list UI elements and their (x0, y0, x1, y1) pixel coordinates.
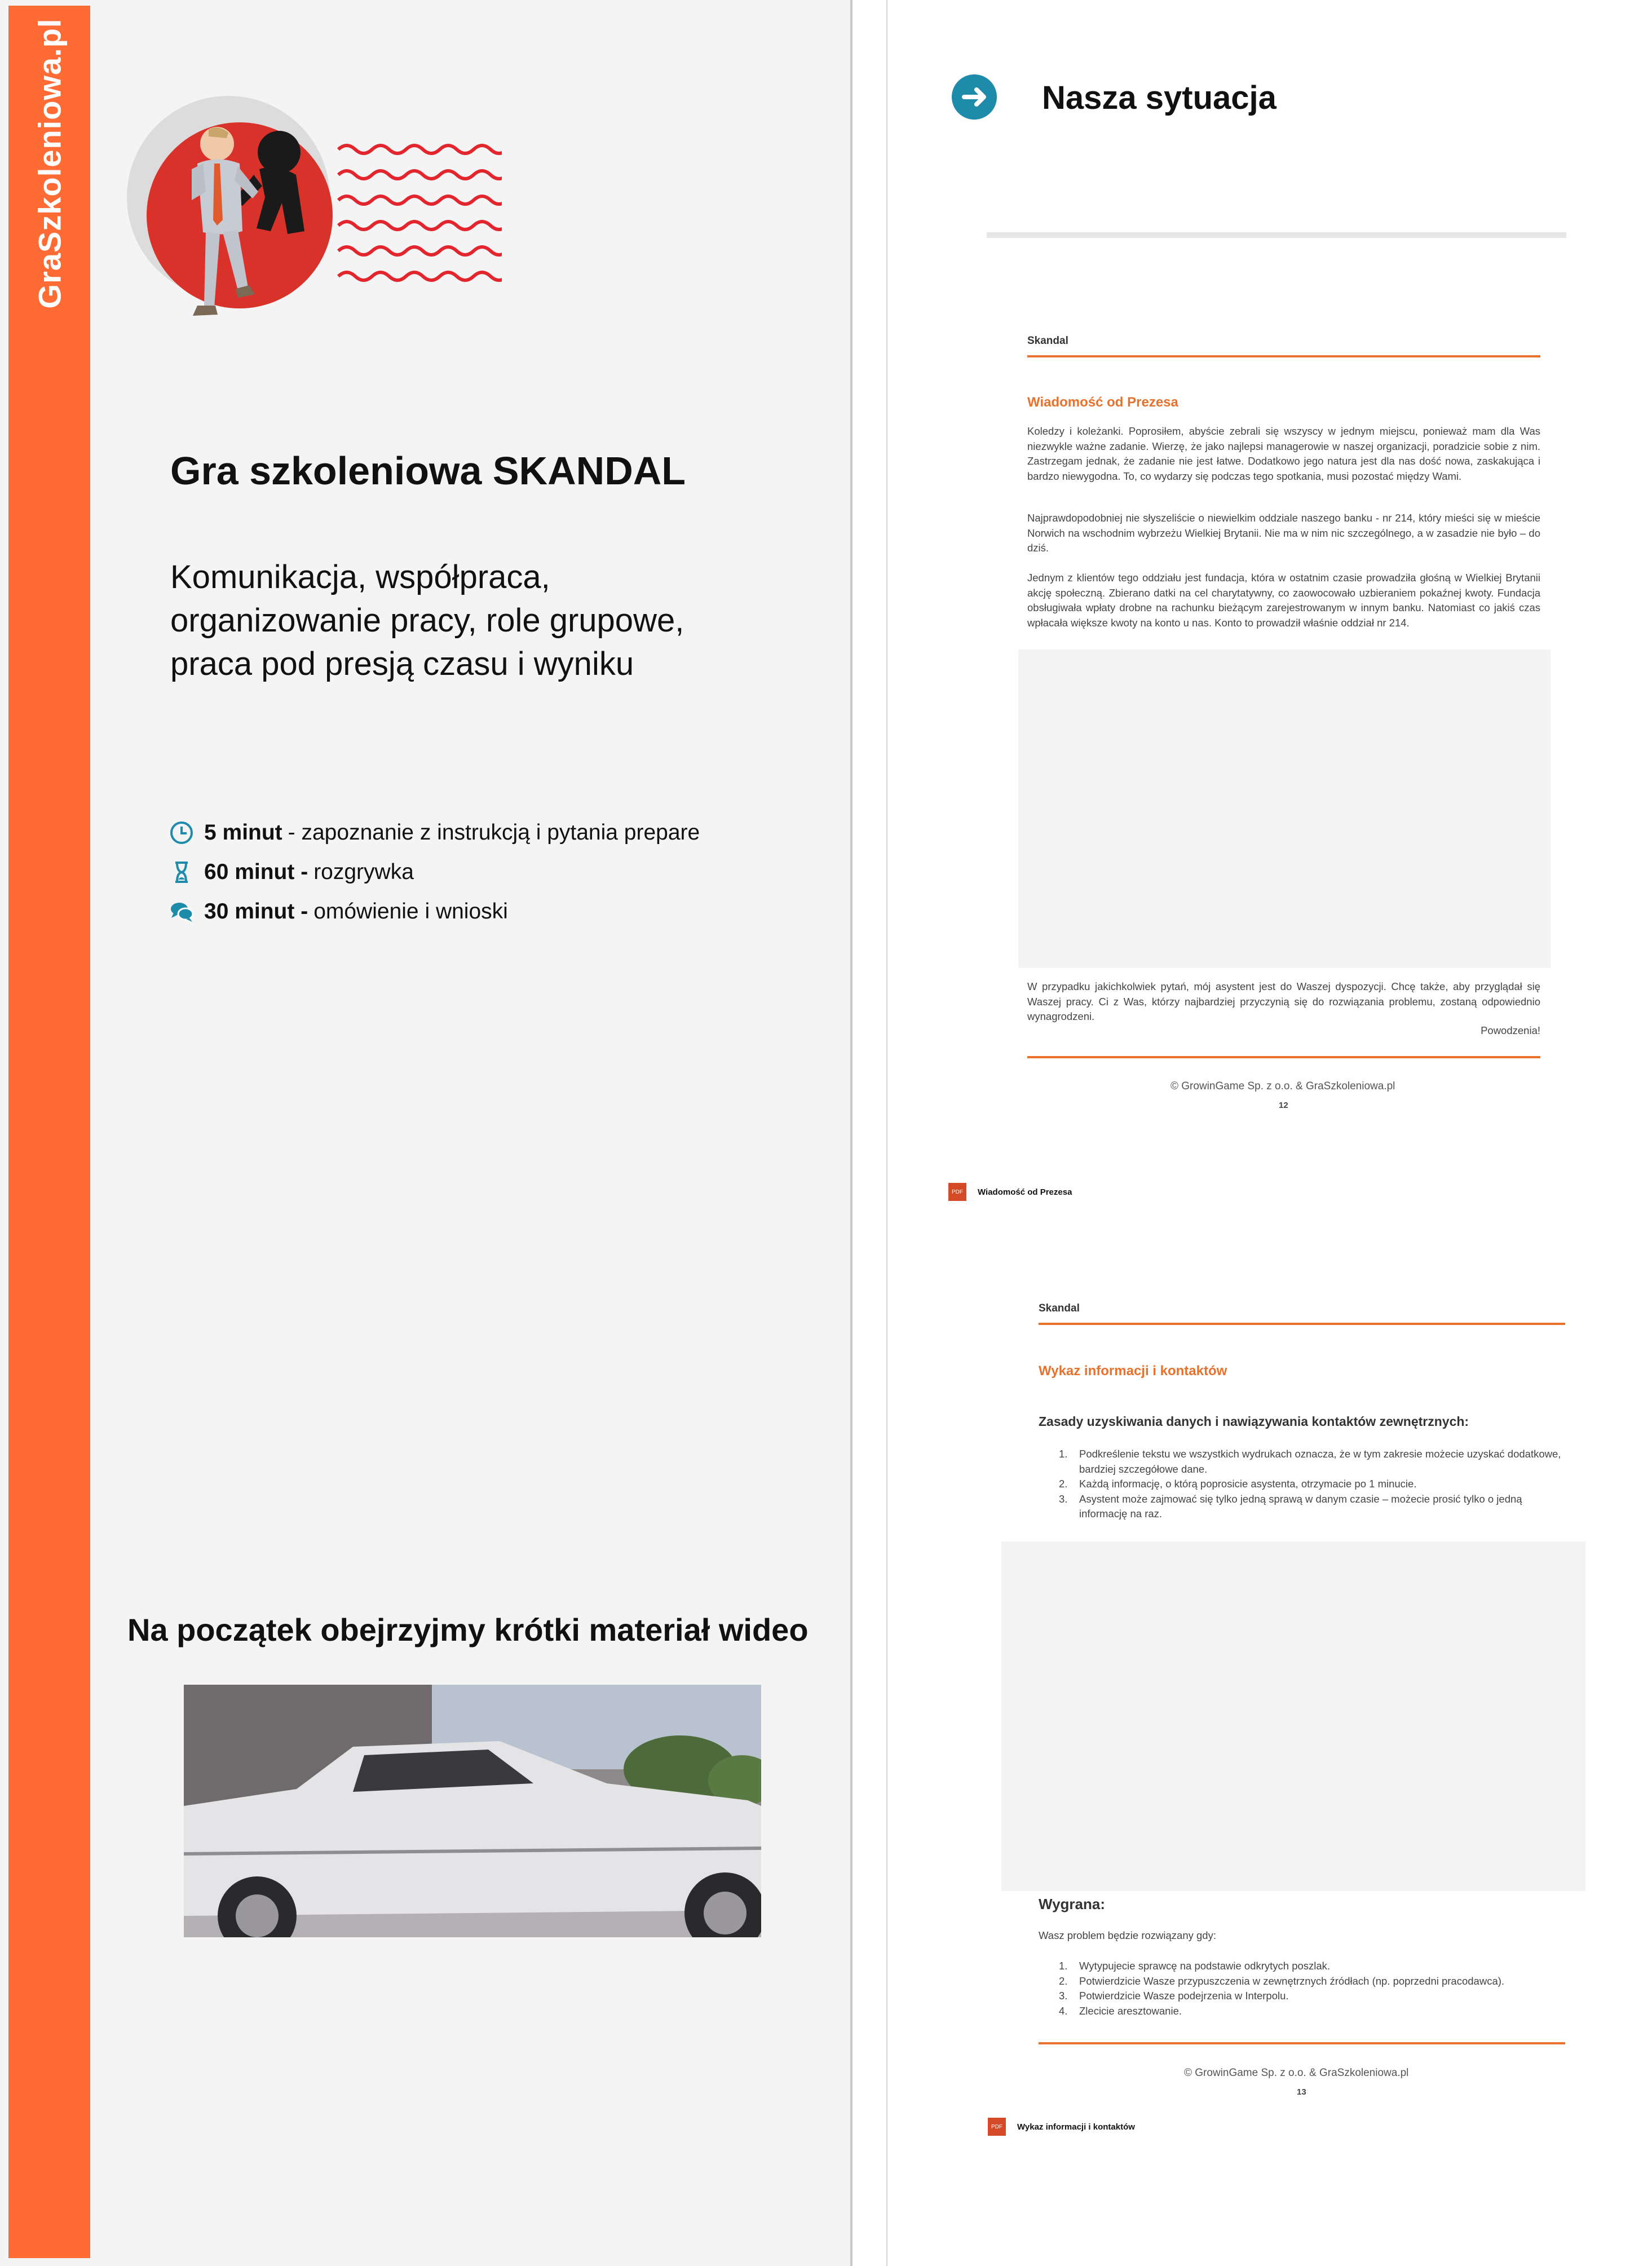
doc-footer-rule (1027, 1056, 1540, 1058)
schedule-item: 30 minut - omówienie i wnioski (169, 899, 508, 924)
win-heading: Wygrana: (1039, 1896, 1105, 1912)
doc-title: Wiadomość od Prezesa (1027, 395, 1178, 410)
list-item: 3. Potwierdzicie Wasze podejrzenia w Interpolu. (1059, 1990, 1289, 2002)
video-thumbnail[interactable] (184, 1685, 761, 1937)
doc-paragraph: W przypadku jakichkolwiek pytań, mój asystent jest do Waszej dyspozycji. Chcę także, aby przyglądał się Waszej pracy. Ci z Was, którzy najbardziej przyczynią się do rozwiązania problemu, zostaną odpowiednio wynagrodzeni. (1027, 980, 1540, 1022)
doc-subheading: Zasady uzyskiwania danych i nawiązywania kontaktów zewnętrznych: (1039, 1414, 1469, 1429)
list-item: 1. Podkreślenie tekstu we wszystkich wydrukach oznacza, że w tym zakresie możecie uzyskać dodatkowe, bardziej szczegółowe dane. (1059, 1448, 1561, 1475)
list-item: 4. Zlecicie aresztowanie. (1059, 2004, 1182, 2017)
list-item: 3. Asystent może zajmować się tylko jedną sprawą w danym czasie – możecie prosić tylko o jedną informację na raz. (1059, 1492, 1522, 1519)
list-item: 1. Wytypujecie sprawcę na podstawie odkrytych poszlak. (1059, 1960, 1331, 1972)
chat-bubbles-icon (169, 899, 194, 924)
pdf-link[interactable]: Wykaz informacji i kontaktów (1017, 2122, 1135, 2132)
brand-strip (8, 6, 90, 2258)
doc-footer: © GrowinGame Sp. z o.o. & GraSzkoleniowa.pl (1184, 2067, 1409, 2079)
arrow-right-icon (952, 74, 997, 120)
list-item: 2. Każdą informację, o którą poprosicie asystenta, otrzymacie po 1 minucie. (1059, 1478, 1417, 1490)
page-number: 12 (1279, 1101, 1288, 1110)
doc-paragraph: Jednym z klientów tego oddziału jest fundacja, która w ostatnim czasie prowadziła głośną w Wielkiej Brytanii akcję społeczną. Zbierano datki na cel charytatywny, co zaowocowało uzbieraniem pokaźnej kwoty. Fundacja obsługiwała wpłaty drobne na rachunku bieżącym zarejestrowanym w innym banku. Natomiast co jakiś czas wpłacała większe kwoty na konto u nas. Konto to prowadził właśnie oddział nr 214. (1027, 572, 1540, 629)
video-heading: Na początek obejrzyjmy krótki materiał wideo (127, 1612, 809, 1647)
page-number: 13 (1297, 2087, 1306, 2097)
subtitle-line: organizowanie pracy, role grupowe, (170, 602, 684, 639)
section-rule (987, 232, 1566, 238)
pdf-icon[interactable]: PDF (948, 1183, 966, 1201)
section-title: Nasza sytuacja (1042, 79, 1276, 116)
doc-title: Wykaz informacji i kontaktów (1039, 1363, 1227, 1379)
rules-list (1059, 1447, 1565, 1522)
doc-footer-rule (1039, 2042, 1565, 2044)
brand-logo: GraSzkoleniowa.pl (32, 18, 67, 309)
game-subtitle (170, 555, 734, 686)
doc-signoff: Powodzenia! (1481, 1024, 1540, 1036)
subtitle-line: Komunikacja, współpraca, (170, 559, 550, 595)
hourglass-icon (169, 860, 194, 885)
doc-header: Skandal (1039, 1302, 1080, 1314)
list-item: 2. Potwierdzicie Wasze przypuszczenia w zewnętrznych źródłach (np. poprzedni pracodawca). (1059, 1975, 1505, 1987)
doc-header-rule (1027, 355, 1540, 357)
doc-paragraph: Koledzy i koleżanki. Poprosiłem, abyście zebrali się wszyscy w jednym miejscu, ponieważ mam dla Was niezwykle ważne zadanie. Wierzę, że jako najlepsi managerowie w naszej organizacji, poradzicie sobie z nim. Zastrzegam jednak, że zadanie nie jest łatwe. Dodatkowo jego natura jest dla nas dość nowa, zaskakująca i bardzo niewygodna. To, co wydarzy się podczas tego spotkania, musi pozostać między Wami. (1027, 425, 1540, 482)
subtitle-line: praca pod presją czasu i wyniku (170, 646, 634, 682)
win-conditions-list (1059, 1959, 1565, 2018)
pdf-icon[interactable]: PDF (988, 2118, 1006, 2136)
game-title: Gra szkoleniowa SKANDAL (170, 449, 686, 493)
doc-paragraph: Najprawdopodobniej nie słyszeliście o niewielkim oddziale naszego banku - nr 214, który mieści się w mieście Norwich na wschodnim wybrzeżu Wielkiej Brytanii. Nie ma w nim nic szczególnego, a w zasadzie nie było – do dziś. (1027, 512, 1540, 554)
win-intro: Wasz problem będzie rozwiązany gdy: (1039, 1929, 1216, 1941)
doc-image-placeholder (1001, 1541, 1585, 1891)
pdf-link[interactable]: Wiadomość od Prezesa (978, 1187, 1072, 1197)
doc-header-rule (1039, 1323, 1565, 1325)
doc-image-placeholder (1018, 650, 1551, 968)
doc-header: Skandal (1027, 335, 1068, 347)
panel-divider (886, 0, 887, 2266)
schedule-item: 5 minut - zapoznanie z instrukcją i pytania prepare (169, 820, 700, 845)
clock-icon (169, 820, 194, 845)
schedule-item: 60 minut - rozgrywka (169, 860, 414, 885)
hero-illustration (107, 85, 502, 355)
doc-footer: © GrowinGame Sp. z o.o. & GraSzkoleniowa.pl (1170, 1080, 1395, 1092)
